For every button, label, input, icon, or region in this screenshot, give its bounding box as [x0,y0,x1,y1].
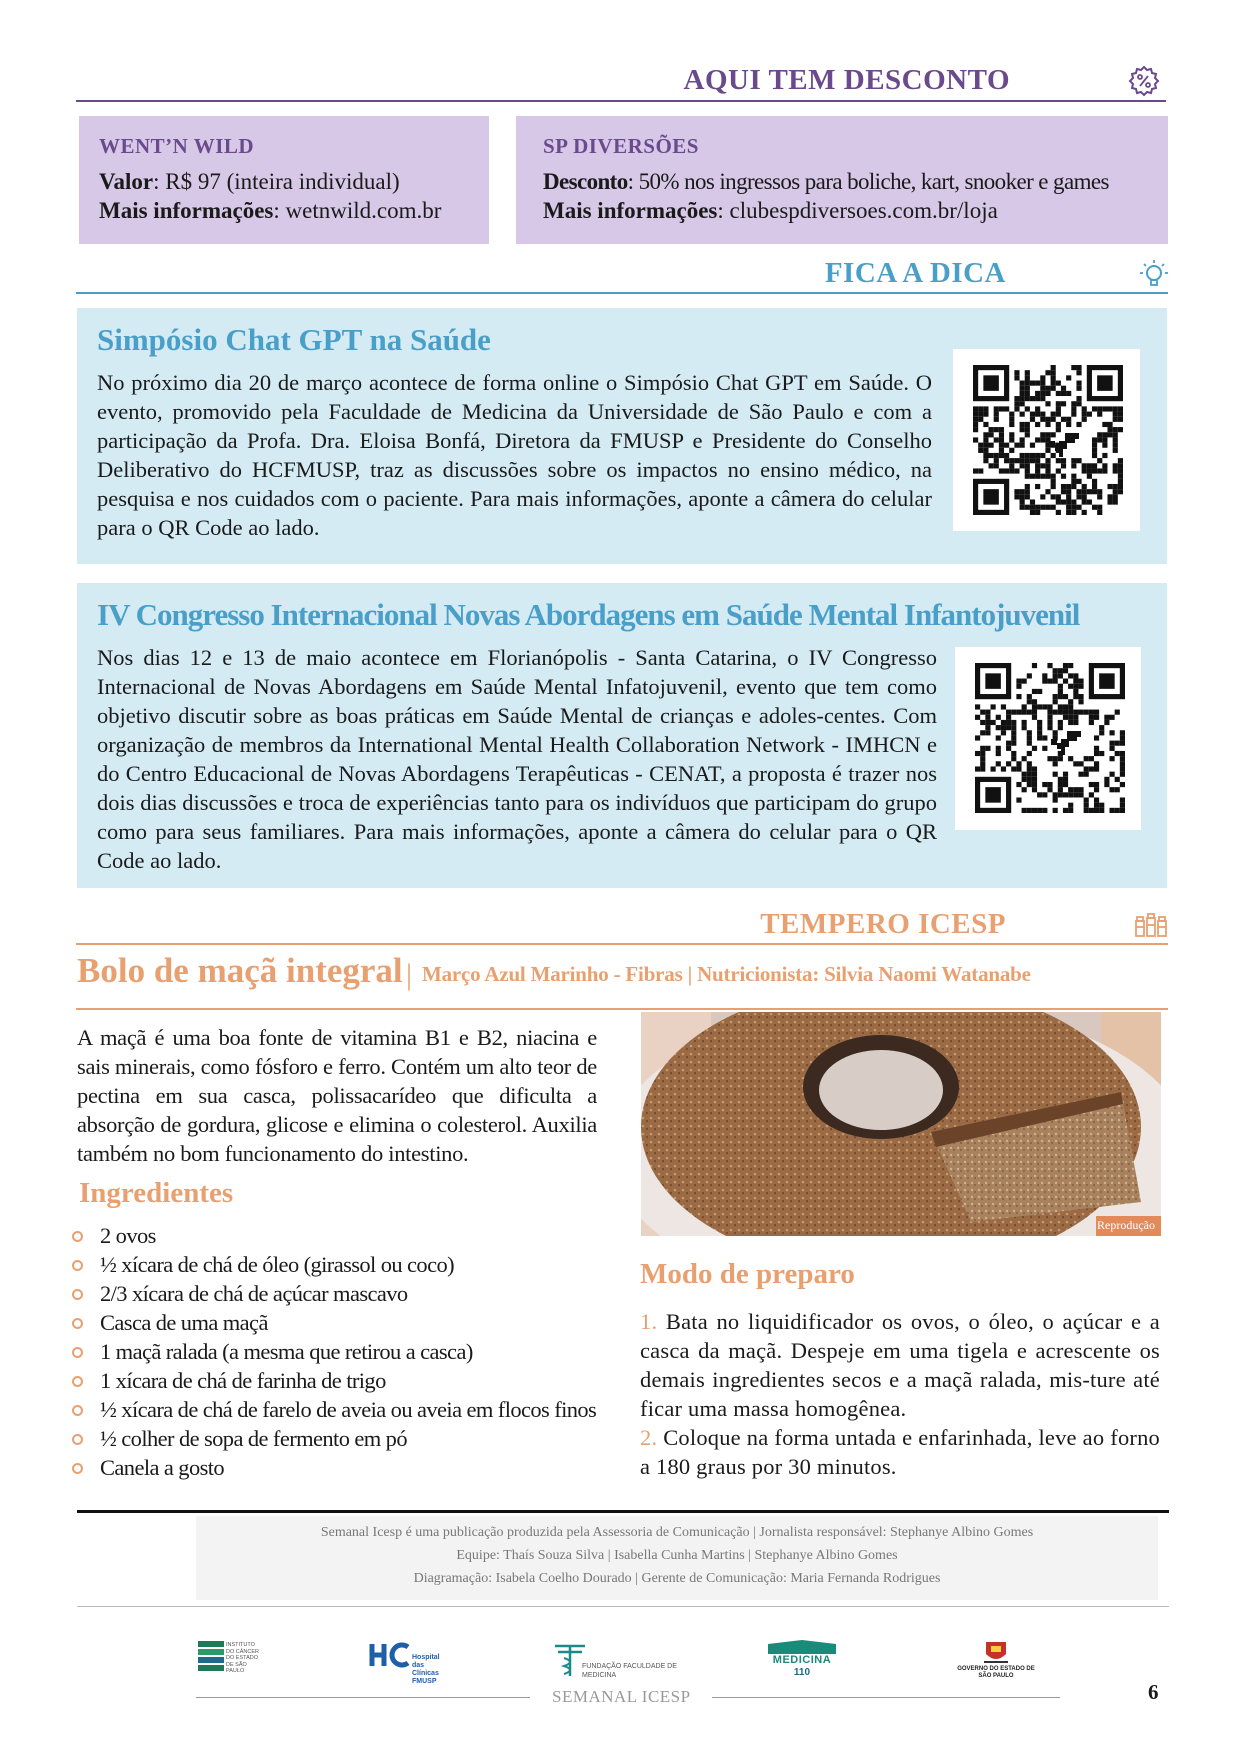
divider [76,100,1166,102]
section-title-discount: AQUI TEM DESCONTO [683,64,1010,96]
logo-governo-sp: GOVERNO DO ESTADO DE SÃO PAULO [956,1638,1036,1680]
section-title-recipe: TEMPERO ICESP [760,908,1006,940]
label: Valor [99,169,154,194]
tip-title: Simpósio Chat GPT na Saúde [97,322,491,357]
discount-card-wetnwild [79,116,489,244]
value: : R$ 97 (inteira individual) [153,169,400,194]
tip-body: Nos dias 12 e 13 de maio acontece em Florianópolis - Santa Catarina, o IV Congresso Internacional de Novas Abordagens em Saúde Mental Infatojuvenil, evento que tem como objetivo discutir sobre as boas práticas em Saúde Mental de crianças e adoles-centes. Com organização de membros da International Mental Health Collaboration Network - IMHCN e do Centro Educacional de Novas Abordagens Terapêuticas - CENAT, a proposta é trazer nos dois dias discussões e troca de experiências tanto para os indivíduos que participam do grupo como para seus familiares. Para mais informações, aponte a câmera do celular para o QR Code ao lado. [97,645,937,873]
page-number: 6 [1148,1680,1159,1704]
logo-hc-fmusp: Hospital das Clínicas FMUSP [368,1638,448,1678]
ingredients-title: Ingredientes [79,1177,234,1209]
cake-image [641,1012,1161,1236]
list-item: 1 maçã ralada (a mesma que retirou a casca) [70,1337,596,1366]
bullet-icon [72,1260,83,1271]
label: Desconto [543,169,628,194]
photo-credit: Reprodução [1097,1218,1155,1232]
list-item: Canela a gosto [70,1453,596,1482]
list-item: 1 xícara de chá de farinha de trigo [70,1366,596,1395]
value: : 50% nos ingressos para boliche, kart, snooker e games [627,169,1109,194]
discount-name: SP DIVERSÕES [543,134,699,158]
bullet-icon [72,1376,83,1387]
credits-line: Diagramação: Isabela Coelho Dourado | Gerente de Comunicação: Maria Fernanda Rodrigues [413,1571,941,1586]
footer-line-right [712,1697,1060,1698]
qr-code-chatgpt[interactable] [953,349,1140,531]
footer-line-left [196,1697,530,1698]
credits-line: Equipe: Thaís Souza Silva | Isabella Cunha Martins | Stephanye Albino Gomes [456,1548,898,1563]
bullet-icon [72,1231,83,1242]
prep-title: Modo de preparo [640,1258,855,1290]
logo-ffm: FUNDAÇÃO FACULDADE DE MEDICINA [552,1640,682,1680]
step-text: Bata no liquidificador os ovos, o óleo, o açúcar e a casca da maçã. Despeje em uma tigela e acrescente os demais ingredientes secos e a maçã ralada, mis-ture até ficar uma massa homogênea. [640,1309,1160,1421]
credits-line: Semanal Icesp é uma publicação produzida pela Assessoria de Comunicação | Jornalista responsável: Stephanye Albino Gomes [320,1525,1034,1540]
bullet-icon [72,1434,83,1445]
title-separator: | [406,958,413,991]
prep-steps [640,1307,1160,1481]
credits-box [196,1516,1158,1600]
divider [76,1008,1168,1010]
divider [76,943,1168,945]
bullet-icon [72,1405,83,1416]
lightbulb-icon [1138,258,1170,292]
recipe-photo [641,1012,1161,1236]
qr-code-icon [973,365,1123,515]
list-item: ½ xícara de chá de farelo de aveia ou aveia em flocos finos [70,1395,596,1424]
website-link[interactable]: : wetnwild.com.br [273,198,442,223]
website-link[interactable]: : clubespdiversoes.com.br/loja [717,198,998,223]
publication-name: SEMANAL ICESP [552,1687,691,1706]
ingredients-list [70,1221,596,1482]
tip-title: IV Congresso Internacional Novas Abordagens em Saúde Mental Infantojuvenil [97,597,1080,632]
logo-fmusp: MEDICINA 110 [766,1640,838,1680]
bullet-icon [72,1463,83,1474]
list-item: ½ colher de sopa de fermento em pó [70,1424,596,1453]
section-title-tip: FICA A DICA [824,257,1006,289]
recipe-subtitle: Março Azul Marinho - Fibras | Nutricionista: Silvia Naomi Watanabe [422,962,1031,986]
bullet-icon [72,1289,83,1300]
bullet-icon [72,1347,83,1358]
spice-jars-icon [1134,909,1168,939]
list-item: 2/3 xícara de chá de açúcar mascavo [70,1279,596,1308]
discount-card-spdiversoes [516,116,1168,244]
step-number: 2. [640,1425,658,1450]
step-text: Coloque na forma untada e enfarinhada, leve ao forno a 180 graus por 30 minutos. [640,1425,1160,1479]
label: Mais informações [543,198,718,223]
footer-rule [77,1606,1169,1607]
divider [76,292,1168,294]
list-item: ½ xícara de chá de óleo (girassol ou coco) [70,1250,596,1279]
bullet-icon [72,1318,83,1329]
qr-code-congresso[interactable] [955,647,1141,830]
step-number: 1. [640,1309,658,1334]
recipe-intro: A maçã é uma boa fonte de vitamina B1 e B2, niacina e sais minerais, como fósforo e ferro. Contém um alto teor de pectina em sua casca, polissacarídeo que dificulta a absorção de gordura, glicose e elimina o colesterol. Auxilia também no bom funcionamento do intestino. [77,1025,597,1166]
discount-name: WENT’N WILD [99,134,255,158]
list-item: 2 ovos [70,1221,596,1250]
label: Mais informações [99,198,274,223]
list-item: Casca de uma maçã [70,1308,596,1337]
qr-code-icon [975,663,1125,813]
recipe-title: Bolo de maçã integral [77,951,403,990]
tip-body: No próximo dia 20 de março acontece de forma online o Simpósio Chat GPT em Saúde. O evento, promovido pela Faculdade de Medicina da Universidade de São Paulo e com a participação da Profa. Dra. Eloisa Bonfá, Diretora da FMUSP e Presidente do Conselho Deliberativo do HCFMUSP, traz as discussões sobre os impactos no ensino médico, na pesquisa e nos cuidados com o paciente. Para mais informações, aponte a câmera do celular para o QR Code ao lado. [97,370,932,540]
percent-badge-icon [1128,65,1160,97]
logo-icesp: INSTITUTO DO CÂNCER DO ESTADO DE SÃO PAULO [198,1640,258,1674]
footer-rule [77,1510,1169,1513]
